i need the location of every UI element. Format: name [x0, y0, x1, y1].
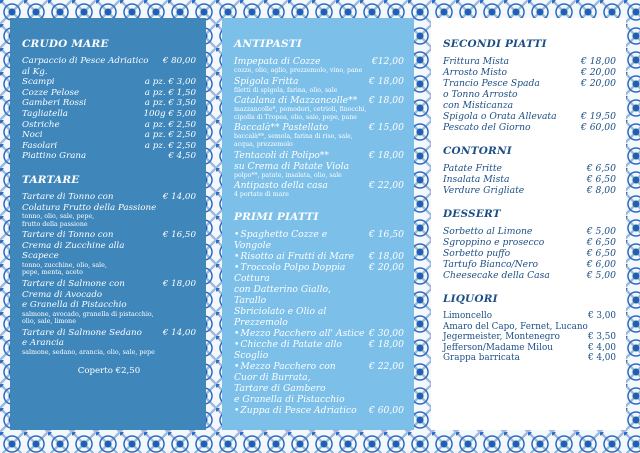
- dish-price: € 20,00: [580, 78, 616, 89]
- menu-item-row: [22, 192, 196, 213]
- dish-price: € 3,00: [588, 311, 616, 321]
- dish-name: Spigola o Orata Allevata: [443, 111, 557, 122]
- section-title-primi: PRIMI PIATTI: [234, 210, 319, 223]
- dish-ingredients: tonno, olio, sale, pepe, frutto della passione: [22, 213, 95, 228]
- menu-item-row: [443, 67, 616, 78]
- dish-ingredients: salmone, avocado, granella di pistacchio, olio, sale, limone: [22, 310, 154, 326]
- dish-price: € 6,50: [586, 163, 616, 174]
- dish-name: Antipasto della casa: [234, 180, 328, 192]
- dish-price: € 18,00: [368, 75, 404, 87]
- menu-item-row: [234, 150, 404, 172]
- menu-item: [443, 353, 616, 364]
- dish-ingredients: 4 portate di mare: [234, 191, 289, 199]
- menu-item: [443, 259, 616, 270]
- menu-item: [443, 56, 616, 67]
- dish-name: Piattino Grana: [22, 151, 87, 162]
- dish-price: € 18,00: [162, 278, 196, 289]
- menu-item-row: [234, 262, 404, 328]
- menu-item-row: [234, 122, 404, 133]
- liquori-list: [443, 311, 616, 364]
- menu-item: [443, 332, 616, 343]
- section-title-antipasti: ANTIPASTI: [234, 38, 302, 50]
- dish-price: a pz. € 3,00: [144, 77, 196, 88]
- menu-item-row: [443, 111, 616, 122]
- menu-item: [443, 185, 616, 196]
- dish-name: Cozze Pelose: [22, 87, 80, 98]
- menu-item-row: [234, 56, 404, 67]
- menu-item-row: [443, 248, 616, 259]
- dish-name: Amaro del Capo, Fernet, Lucano: [443, 321, 588, 332]
- menu-item-row: [22, 141, 196, 152]
- antipasti-list: [234, 56, 404, 199]
- menu-item: [22, 56, 196, 77]
- dish-price: € 4,00: [588, 353, 616, 364]
- menu-item-row: [22, 88, 196, 99]
- menu-item-row: [22, 130, 196, 141]
- dish-name: Jefferson/Madame Milou: [443, 342, 553, 353]
- primi-list: [234, 229, 404, 416]
- dish-price: € 5,00: [586, 270, 616, 281]
- menu-item-row: [234, 328, 404, 339]
- menu-item-row: [234, 95, 404, 106]
- dish-name: • Mezzo Pacchero all' Astice: [234, 328, 369, 339]
- dish-name: Ostriche: [22, 119, 60, 130]
- dish-name: Patate Fritte: [443, 163, 502, 174]
- dish-price: € 22,00: [368, 180, 404, 192]
- dish-price: € 3,50: [588, 332, 616, 343]
- menu-item: [443, 163, 616, 174]
- menu-item: [443, 78, 616, 111]
- menu-item-row: [443, 226, 616, 237]
- menu-item: [234, 405, 404, 416]
- dish-price: € 6,50: [586, 248, 616, 259]
- dish-price: € 4,00: [588, 342, 616, 353]
- menu-item: [234, 95, 404, 121]
- dish-name: Sgroppino e prosecco: [443, 237, 545, 248]
- dish-price: 100g € 5,00: [143, 108, 196, 119]
- dish-name: Tagliatella: [22, 108, 68, 119]
- menu-item-row: [443, 56, 616, 67]
- menu-item: [234, 56, 404, 75]
- menu-item: [443, 237, 616, 248]
- dish-name: Tentacoli di Polipo** su Crema di Patate Viola: [234, 149, 350, 172]
- dish-name: Tartare di Tonno con Colatura Frutto della Passione: [22, 191, 157, 213]
- menu-item-row: [443, 163, 616, 174]
- dish-name: Jegermeister, Montenegro: [443, 332, 560, 343]
- menu-item-row: [443, 322, 616, 333]
- dish-name: Noci: [22, 130, 43, 141]
- dish-name: Tartare di Salmone con Crema di Avocado e Granella di Pistacchio: [22, 278, 127, 311]
- menu-item: [443, 322, 616, 333]
- dish-name: Sorbetto puffo: [443, 248, 511, 259]
- menu-column-secondi-dessert: [431, 18, 626, 430]
- menu-item-row: [443, 311, 616, 322]
- dish-price: € 6,00: [586, 259, 616, 270]
- menu-item-row: [443, 122, 616, 133]
- menu-item-row: [22, 230, 196, 262]
- menu-item: [234, 262, 404, 328]
- dish-name: • Spaghetto Cozze e Vongole: [234, 229, 369, 251]
- dish-name: Scampi: [22, 77, 55, 88]
- menu-item-row: [22, 98, 196, 109]
- dish-name: Sorbetto al Limone: [443, 226, 533, 237]
- menu-item: [443, 226, 616, 237]
- menu-item: [234, 339, 404, 361]
- dish-name: Spigola Fritta: [234, 75, 299, 87]
- dish-name: Impepata di Cozze: [234, 56, 321, 67]
- dish-name: Baccalà** Pastellato: [234, 122, 329, 134]
- menu-item: [22, 151, 196, 162]
- dish-price: a pz. € 2,50: [144, 140, 196, 151]
- menu-item: [443, 174, 616, 185]
- menu-item-row: [443, 78, 616, 111]
- dish-price: € 8,00: [586, 185, 616, 196]
- menu-item-row: [443, 353, 616, 364]
- menu-item-row: [234, 180, 404, 191]
- dish-name: Tartare di Tonno con Crema di Zucchine alla Scapece: [22, 230, 125, 262]
- dish-price: a pz. € 2,50: [144, 130, 196, 141]
- menu-item-row: [22, 109, 196, 120]
- menu-item: [443, 248, 616, 259]
- dish-price: € 18,00: [580, 56, 616, 67]
- dish-price: € 6,50: [586, 174, 616, 185]
- secondi-list: [443, 56, 616, 133]
- menu-item-row: [443, 343, 616, 354]
- dish-name: Grappa barricata: [443, 353, 520, 364]
- dish-price: € 15,00: [368, 122, 404, 134]
- dish-name: Verdure Grigliate: [443, 185, 525, 196]
- dish-price: € 5,00: [586, 226, 616, 237]
- dish-price: € 20,00: [368, 261, 404, 273]
- contorni-list: [443, 163, 616, 196]
- section-title-dessert: DESSERT: [443, 208, 501, 220]
- menu-column-antipasti-primi: [222, 18, 414, 430]
- menu-item-row: [443, 270, 616, 281]
- dish-name: Frittura Mista: [443, 56, 510, 67]
- menu-item-row: [443, 185, 616, 196]
- menu-item: [22, 130, 196, 141]
- menu-item-row: [22, 279, 196, 311]
- menu-item: [443, 122, 616, 133]
- dish-name: Carpaccio di Pesce Adriatico al Kg.: [22, 56, 149, 77]
- dish-price: € 20,00: [580, 67, 616, 78]
- menu-item-row: [443, 174, 616, 185]
- menu-item: [234, 150, 404, 180]
- dish-ingredients: baccalà**, semola, farina di riso, sale, acqua, prezzemolo: [234, 133, 353, 148]
- dish-name: Gamberi Rossi: [22, 98, 87, 109]
- menu-column-crudo-tartare: [10, 18, 206, 430]
- crudo-list: [22, 56, 196, 162]
- menu-item: [22, 98, 196, 109]
- dish-ingredients: mazzancolle*, pomodori, cetrioli, finocchi, cipolla di Tropea, olio, sale, pepe, pane: [234, 106, 367, 121]
- dish-price: € 16,50: [162, 230, 196, 241]
- menu-item-row: [234, 361, 404, 405]
- dish-price: € 14,00: [162, 191, 196, 202]
- menu-item: [443, 270, 616, 281]
- dish-ingredients: salmone, sedano, arancia, olio, sale, pepe: [22, 348, 155, 356]
- dish-price: € 18,00: [368, 149, 404, 161]
- dish-name: • Zuppa di Pesce Adriatico: [234, 405, 369, 416]
- menu-item-row: [443, 259, 616, 270]
- menu-item-row: [234, 339, 404, 361]
- dish-price: € 60,00: [368, 404, 404, 416]
- dish-price: a pz. € 2,50: [144, 119, 196, 130]
- tartare-list: [22, 192, 196, 356]
- dish-price: € 19,50: [580, 111, 616, 122]
- menu-item-row: [22, 151, 196, 162]
- dish-name: Insalata Mista: [443, 174, 510, 185]
- menu-item: [234, 251, 404, 262]
- menu-item: [443, 111, 616, 122]
- menu-item: [22, 230, 196, 277]
- dish-name: Tartufo Bianco/Nero: [443, 259, 539, 270]
- section-title-crudo: CRUDO MARE: [22, 38, 109, 50]
- dessert-list: [443, 226, 616, 281]
- dish-ingredients: filetti di spigola, farina, olio, sale: [234, 86, 338, 94]
- menu-item: [443, 311, 616, 322]
- menu-item-row: [234, 251, 404, 262]
- section-title-contorni: CONTORNI: [443, 145, 512, 157]
- menu-item: [234, 328, 404, 339]
- dish-name: • Troccolo Polpo Doppia Cottura con Datterino Giallo, Tarallo Sbriciolato e Olio al Prezzemolo: [234, 262, 369, 328]
- menu-item-row: [22, 56, 196, 77]
- dish-ingredients: polpo**, patate, insalata, olio, sale: [234, 171, 342, 179]
- dish-price: a pz. € 3,50: [144, 98, 196, 109]
- menu-item-row: [443, 332, 616, 343]
- menu-item-row: [234, 405, 404, 416]
- dish-name: • Risotto ai Frutti di Mare: [234, 251, 369, 262]
- dish-name: Catalana di Mazzancolle**: [234, 95, 358, 107]
- dish-price: € 18,00: [368, 250, 404, 262]
- dish-name: • Chicche di Patate allo Scoglio: [234, 339, 369, 361]
- dish-name: Fasolari: [22, 140, 58, 151]
- dish-price: € 18,00: [368, 95, 404, 107]
- dish-price: € 14,00: [162, 327, 196, 338]
- dish-name: Arrosto Misto: [443, 67, 508, 78]
- dish-price: € 4,50: [168, 151, 196, 162]
- dish-price: € 22,00: [368, 360, 404, 372]
- menu-item: [234, 122, 404, 148]
- menu-item: [22, 109, 196, 120]
- menu-item: [22, 120, 196, 131]
- menu-item: [22, 192, 196, 228]
- menu-item-row: [443, 237, 616, 248]
- dish-price: €12,00: [371, 56, 404, 67]
- menu-item: [234, 180, 404, 199]
- menu-item: [443, 343, 616, 354]
- dish-price: € 60,00: [580, 122, 616, 133]
- dish-ingredients: cozze, olio, aglio, prezzemolo, vino, pane: [234, 67, 363, 74]
- section-title-liquori: LIQUORI: [443, 293, 498, 305]
- dish-name: Limoncello: [443, 311, 493, 321]
- dish-name: Trancio Pesce Spada o Tonno Arrosto con Misticanza: [443, 78, 540, 111]
- section-title-tartare: TARTARE: [22, 173, 80, 186]
- menu-item: [22, 77, 196, 88]
- dish-price: € 30,00: [368, 327, 404, 339]
- menu-item: [22, 141, 196, 152]
- menu-item: [22, 88, 196, 99]
- menu-item: [234, 361, 404, 405]
- dish-name: Pescato del Giorno: [443, 122, 531, 133]
- dish-name: Cheesecake della Casa: [443, 270, 550, 281]
- menu-item: [22, 279, 196, 326]
- dish-price: € 6,50: [586, 237, 616, 248]
- dish-name: Tartare di Salmone Sedano e Arancia: [22, 327, 142, 349]
- dish-price: € 18,00: [368, 338, 404, 350]
- dish-price: € 80,00: [162, 56, 196, 66]
- menu-item-row: [234, 76, 404, 87]
- menu-item-row: [22, 328, 196, 349]
- menu-item-row: [234, 229, 404, 251]
- menu-item: [22, 328, 196, 357]
- menu-item: [443, 67, 616, 78]
- menu-item: [234, 229, 404, 251]
- menu-item-row: [22, 77, 196, 88]
- dish-ingredients: tonno, zucchine, olio, sale, pepe, menta, aceto: [22, 261, 107, 277]
- section-title-secondi: SECONDI PIATTI: [443, 38, 547, 50]
- menu-item-row: [22, 120, 196, 131]
- menu-item: [234, 76, 404, 95]
- dish-price: € 16,50: [368, 228, 404, 240]
- cover-charge: Coperto €2,50: [77, 366, 141, 377]
- dish-name: • Mezzo Pacchero con Cuor di Burrata, Tartare di Gambero e Granella di Pistacchio: [234, 361, 369, 405]
- dish-price: a pz. € 1,50: [144, 87, 196, 98]
